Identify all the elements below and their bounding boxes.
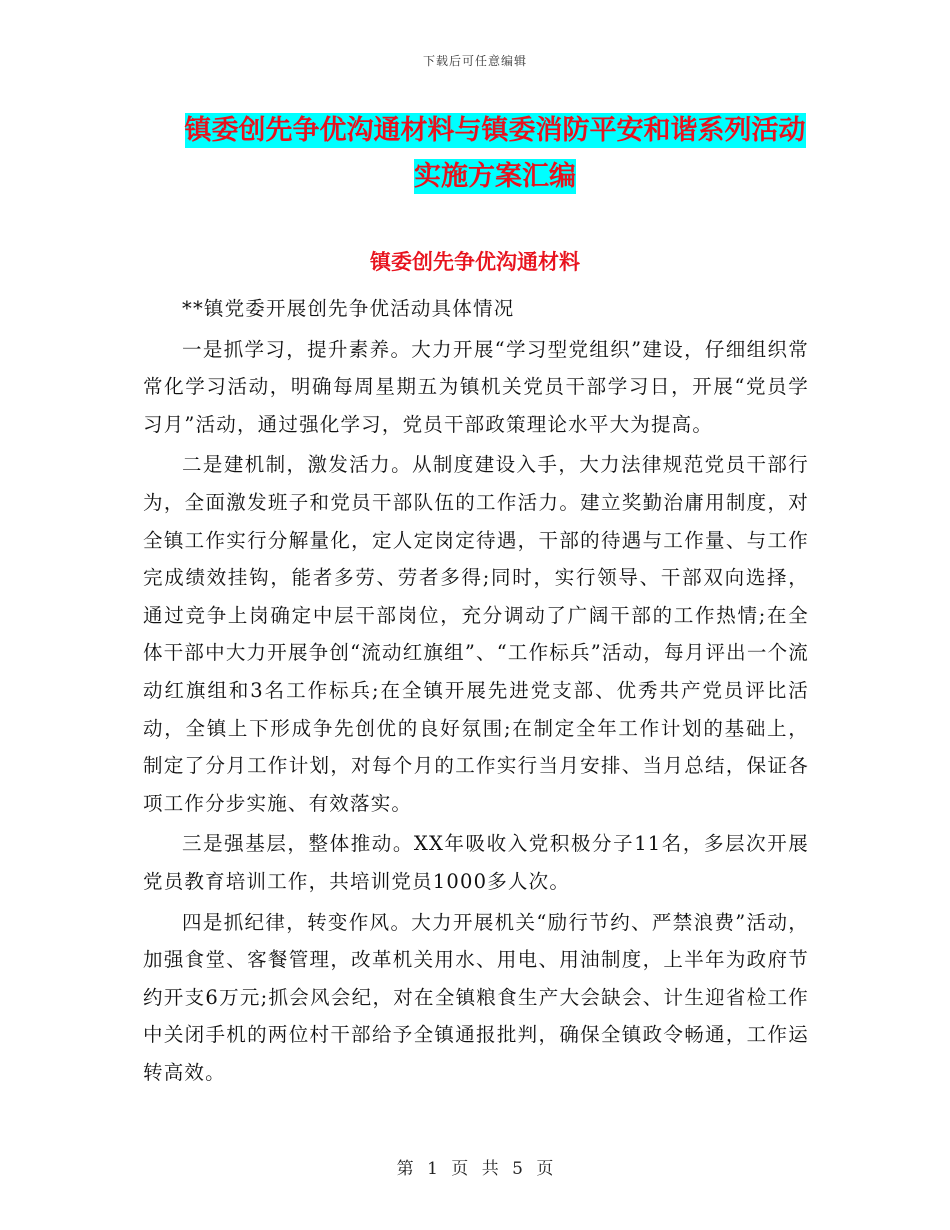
section-title: 镇委创先争优沟通材料 bbox=[370, 250, 580, 274]
main-title-line-2: 实施方案汇编 bbox=[414, 161, 576, 192]
paragraph-grassroots: 三是强基层，整体推动。XX年吸收入党积极分子11名，多层次开展党员教育培训工作，共培训党员1000多人次。 bbox=[143, 832, 809, 893]
main-title-line-1: 镇委创先争优沟通材料与镇委消防平安和谐系列活动 bbox=[184, 115, 806, 146]
paragraph-discipline: 四是抓纪律，转变作风。大力开展机关“励行节约、严禁浪费”活动，加强食堂、客餐管理，改革机关用水、用电、用油制度，上半年为政府节约开支6万元;抓会风会纪，对在全镇粮食生产大会缺会、计生迎省检工作中关闭手机的两位村干部给予全镇通报批判，确保全镇政令畅通，工作运转高效。 bbox=[143, 910, 809, 1084]
main-title bbox=[150, 108, 840, 200]
paragraph-intro: **镇党委开展创先争优活动具体情况 bbox=[182, 297, 515, 320]
page-footer: 第 1 页 共 5 页 bbox=[396, 1159, 554, 1179]
paragraph-study: 一是抓学习，提升素养。大力开展“学习型党组织”建设，仔细组织常常化学习活动，明确每周星期五为镇机关党员干部学习日，开展“党员学习月”活动，通过强化学习，党员干部政策理论水平大为提高。 bbox=[143, 337, 809, 436]
header-note: 下载后可任意编辑 bbox=[422, 54, 527, 68]
body-text bbox=[143, 290, 809, 1094]
paragraph-mechanism: 二是建机制，激发活力。从制度建设入手，大力法律规范党员干部行为，全面激发班子和党员干部队伍的工作活力。建立奖勤治庸用制度，对全镇工作实行分解量化，定人定岗定待遇，干部的待遇与工作量、与工作完成绩效挂钩，能者多劳、劳者多得;同时，实行领导、干部双向选择，通过竞争上岗确定中层干部岗位，充分调动了广阔干部的工作热情;在全体干部中大力开展争创“流动红旗组”、“工作标兵”活动，每月评出一个流动红旗组和3名工作标兵;在全镇开展先进党支部、优秀共产党员评比活动，全镇上下形成争先创优的良好氛围;在制定全年工作计划的基础上，制定了分月工作计划，对每个月的工作实行当月安排、当月总结，保证各项工作分步实施、有效落实。 bbox=[143, 453, 809, 815]
